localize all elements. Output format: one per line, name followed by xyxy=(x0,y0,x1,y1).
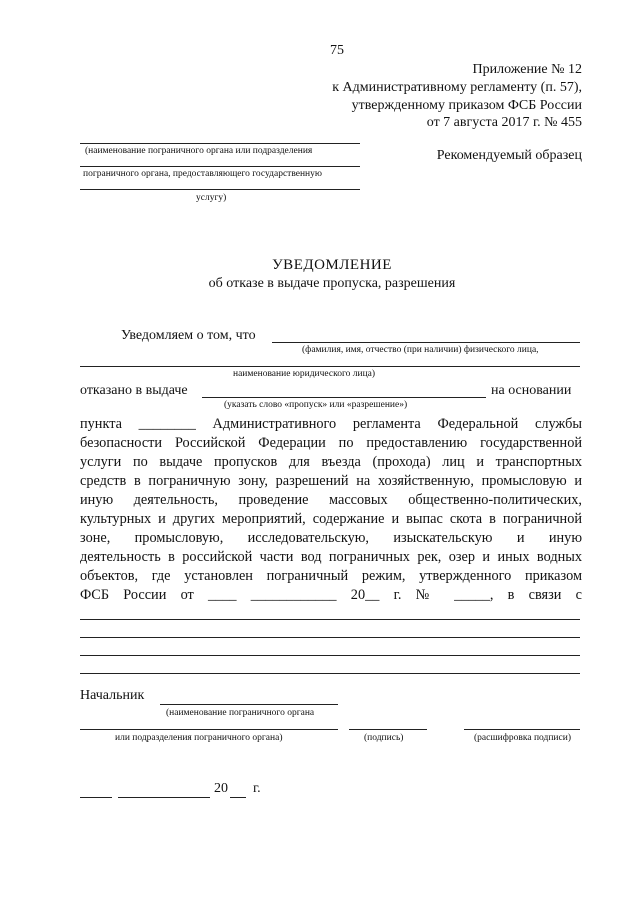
chief-label: Начальник xyxy=(80,688,145,703)
authority-caption-2: пограничного органа, предоставляющего государственную xyxy=(83,169,322,179)
refused-caption: (указать слово «пропуск» или «разрешение») xyxy=(224,400,408,410)
reason-line-1 xyxy=(80,619,580,620)
sample-label: Рекомендуемый образец xyxy=(436,148,582,163)
reason-line-2 xyxy=(80,637,580,638)
body-line-9: объектов, где установлен пограничный режим, утвержденного приказом xyxy=(80,568,582,584)
authority-line-1 xyxy=(80,143,360,144)
appendix-line-4: от 7 августа 2017 г. № 455 xyxy=(426,115,582,130)
body-line-10: ФСБ России от ____ ____________ 20__ г. № _____, в связи с xyxy=(80,587,582,603)
date-year-line xyxy=(230,797,246,798)
signature-caption: (подпись) xyxy=(364,733,404,743)
chief-line xyxy=(160,704,338,705)
document-subtitle: об отказе в выдаче пропуска, разрешения xyxy=(208,276,456,291)
reason-line-4 xyxy=(80,673,580,674)
date-day-line xyxy=(80,797,112,798)
chief-line-2 xyxy=(80,729,338,730)
date-year-prefix: 20 xyxy=(214,781,228,796)
appendix-line-3: утвержденному приказом ФСБ России xyxy=(351,98,582,113)
appendix-line-1: Приложение № 12 xyxy=(472,62,582,77)
notify-line-2 xyxy=(80,366,580,367)
signature-line xyxy=(349,729,427,730)
decoding-line xyxy=(464,729,580,730)
body-line-8: деятельность в российской части вод пограничных рек, озер и иных водных xyxy=(80,549,582,565)
appendix-line-2: к Административному регламенту (п. 57), xyxy=(332,80,582,95)
body-line-7: зоне, промысловую, исследовательскую, изыскательскую и иную xyxy=(80,530,582,546)
authority-line-3 xyxy=(80,189,360,190)
authority-line-2 xyxy=(80,166,360,167)
date-year-suffix: г. xyxy=(253,781,261,796)
page-number: 75 xyxy=(330,43,344,58)
body-line-3: услуги по выдаче пропусков для въезда (прохода) лиц и транспортных xyxy=(80,454,582,470)
body-line-6: культурных и других мероприятий, содержание и выпас скота в пограничной xyxy=(80,511,582,527)
chief-caption-2: или подразделения пограничного органа) xyxy=(115,733,283,743)
notify-caption-2: наименование юридического лица) xyxy=(233,369,376,379)
basis-text: на основании xyxy=(491,383,572,398)
body-line-1: пункта ________ Административного регламента Федеральной службы xyxy=(80,416,582,432)
document-title: УВЕДОМЛЕНИЕ xyxy=(272,257,392,273)
decoding-caption: (расшифровка подписи) xyxy=(474,733,571,743)
refused-text: отказано в выдаче xyxy=(80,383,188,398)
date-month-line xyxy=(118,797,210,798)
body-line-4: средств в пограничную зону, разрешений на хозяйственную, промысловую и xyxy=(80,473,582,489)
refused-line xyxy=(202,397,486,398)
notify-caption-1: (фамилия, имя, отчество (при наличии) физического лица, xyxy=(302,345,539,355)
notify-text: Уведомляем о том, что xyxy=(121,328,256,343)
notify-line xyxy=(272,342,580,343)
body-line-5: иную деятельность, проведение массовых общественно-политических, xyxy=(80,492,582,508)
authority-caption-3: услугу) xyxy=(196,193,227,203)
chief-caption-1: (наименование пограничного органа xyxy=(166,708,315,718)
reason-line-3 xyxy=(80,655,580,656)
authority-caption-1: (наименование пограничного органа или подразделения xyxy=(85,146,313,156)
body-line-2: безопасности Российской Федерации по предоставлению государственной xyxy=(80,435,582,451)
